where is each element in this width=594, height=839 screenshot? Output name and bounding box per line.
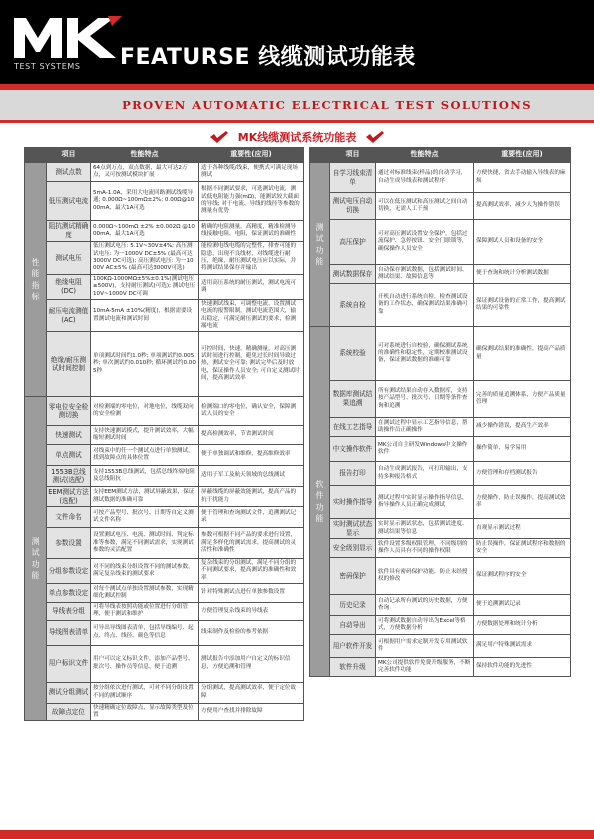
importance-cell: 提高检测效率，节省测试时间 — [199, 426, 304, 445]
importance-cell: 便于查询和统计分析测试数据 — [474, 265, 571, 284]
left-feature-table — [24, 147, 303, 721]
importance-cell: 满足用户特殊测试需求 — [474, 635, 571, 658]
subtitle-text: MK线缆测试系统功能表 — [237, 130, 357, 144]
banner-text: PROVEN AUTOMATIC ELECTRICAL TEST SOLUTIONS — [122, 98, 532, 112]
spec-cell: 实时显示测试状态，包括测试进度、测试结果等信息 — [376, 519, 474, 539]
item-cell: 系统校验 — [330, 327, 376, 381]
importance-cell: 便于管理和查询测试文件，追溯测试记录 — [199, 507, 304, 528]
header-item: 项目 — [47, 148, 91, 163]
table-row — [25, 242, 304, 275]
item-cell: 故障点定位 — [47, 703, 91, 721]
spec-cell: 软件具有密码保护功能，防止未经授权的修改 — [376, 558, 474, 595]
importance-cell: 适用高压系统的耐压测试，测试电流可调 — [199, 275, 304, 300]
mk-logo-mark — [12, 14, 124, 60]
table-row — [310, 486, 571, 519]
table-row — [25, 397, 304, 426]
spec-cell: 0.000Ω~100mΩ ±2% ±0.002Ω @1000mA，最大1A可选 — [91, 221, 199, 242]
spec-cell: 所有测试结果自动存入数据库，支持按产品型号、批次号、日期等条件查询和追溯 — [376, 381, 474, 418]
item-cell: 绝缘/耐压测试时间控制 — [47, 332, 91, 397]
spec-cell: 可对高压测试设置安全保护，包括过流保护、急停按钮、安全门联锁等，确保操作人员安全 — [376, 220, 474, 265]
spec-cell: 对每个测试点单独设置测试参数，实现精细化测试控制 — [91, 583, 199, 602]
item-cell: 系统自检 — [330, 284, 376, 327]
spec-cell: 测试过程中实时显示操作指导信息，指导操作人员正确完成测试 — [376, 486, 474, 519]
spec-cell: 5mA-1.0A，采用大电流回路测试线缆导通; 0.000Ω~100mΩ±2%; 0.00Ω@1000mA，最大1A可选 — [91, 182, 199, 221]
item-cell: 零电位安全检测切换 — [47, 397, 91, 426]
importance-cell: 根据不同测试要求，可选测试电流，测试低电阻能力强(mΩ)，能测试较大截面的导线; 对于电流、导线的线径等参数的测量有优势 — [199, 182, 304, 221]
spec-cell: 支持EEM测试方法，测试屏蔽效果，保证测试数据的准确可靠 — [91, 487, 199, 507]
spec-cell: 10mA-5mA ±10%(精度)，根据需要设置测试电流和测试时间 — [91, 300, 199, 332]
importance-cell: 便于单独调试和维修，提高维修效率 — [199, 445, 304, 466]
importance-cell: 适用于军工及航天领域的总线测试 — [199, 466, 304, 487]
item-cell: 导线表分组 — [47, 602, 91, 620]
importance-cell: 减少操作错误，提高生产效率 — [474, 418, 571, 437]
importance-cell: 针对特殊测试点进行单独参数设置 — [199, 583, 304, 602]
item-cell: 测试电压 — [47, 242, 91, 275]
category-cell: 性 能 指 标 — [25, 163, 47, 397]
checkmark-icon — [209, 130, 229, 144]
spec-cell: 自动生成测试报告，可打印输出，支持多种报告格式 — [376, 462, 474, 486]
importance-cell: 屏蔽线缆的屏蔽效能测试，提高产品的抗干扰能力 — [199, 487, 304, 507]
table-row — [25, 332, 304, 397]
item-cell: 文件命名 — [47, 507, 91, 528]
table-row — [310, 381, 571, 418]
table-row — [25, 300, 304, 332]
table-row — [310, 519, 571, 539]
spec-cell: 按分组依次进行测试，可对不同分组设置不同的测试顺序 — [91, 682, 199, 703]
importance-cell: 精确的电阻测量，高精度，精准检测导线接触电阻，电阻，保证测试的准确性 — [199, 221, 304, 242]
item-cell: 单点参数设定 — [47, 583, 91, 602]
item-cell: 绝缘电阻(DC) — [47, 275, 91, 300]
item-cell: 用户标识文件 — [47, 645, 91, 682]
importance-cell: 完善的质量追溯体系，方便产品质量管理 — [474, 381, 571, 418]
table-row — [310, 220, 571, 265]
importance-cell: 能检测电线电缆的完整性，排查可能的隐患，出现不良线材，对线缆进行耐压，绝缘，耐压测试电压应以实际，并将测试结果保存并输出 — [199, 242, 304, 275]
spec-cell: 用户可以定义标识文件，添加产品型号、批次号、操作员等信息，便于追溯 — [91, 645, 199, 682]
table-row — [310, 163, 571, 193]
importance-cell: 便于追溯测试记录 — [474, 595, 571, 616]
table-row — [25, 426, 304, 445]
checkmark-icon — [365, 130, 385, 144]
table-row — [310, 193, 571, 220]
importance-cell: 直观显示测试过程 — [474, 519, 571, 539]
importance-cell: 方便用户查找并排除故障 — [199, 703, 304, 721]
item-cell: 快速测试 — [47, 426, 91, 445]
item-cell: 自学习线束清单 — [330, 163, 376, 193]
importance-cell: 适于各种线缆/线束，便携式可满足现场测试 — [199, 163, 304, 182]
table-row — [310, 558, 571, 595]
header-importance: 重要性(应用) — [474, 148, 571, 163]
importance-cell: 方便操作，防止误操作，提高测试效率 — [474, 486, 571, 519]
header-spec: 性能特点 — [376, 148, 474, 163]
subtitle-row — [0, 126, 594, 144]
table-row — [310, 658, 571, 677]
footer-red-bar — [0, 830, 594, 839]
table-row — [25, 559, 304, 584]
item-cell: 测试点数 — [47, 163, 91, 182]
item-cell: 分组参数设定 — [47, 559, 91, 584]
table-row — [25, 221, 304, 242]
spec-cell: 在测试过程中显示工艺指导信息，帮助操作员正确操作 — [376, 418, 474, 437]
table-row — [25, 445, 304, 466]
spec-cell: 可根据用户需求定制开发专用测试软件 — [376, 635, 474, 658]
spec-cell: 支持快速测试模式，提升测试效率，大幅缩短测试时间 — [91, 426, 199, 445]
item-cell: 低压测试电流 — [47, 182, 91, 221]
item-cell: 数据库测试结果追溯 — [330, 381, 376, 418]
table-row — [25, 466, 304, 487]
spec-cell: 可对系统进行自校验，确保测试系统的准确性和稳定性，定期校准测试设备，保证测试数据的准确可靠 — [376, 327, 474, 381]
importance-cell: 操作简单，易学易用 — [474, 437, 571, 462]
spec-cell: 对线束中的任一个测试点进行单独测试，找到故障点的具体位置 — [91, 445, 199, 466]
spec-cell: 支持1553B总线测试，包括总线终端电阻及总线阻抗 — [91, 466, 199, 487]
category-cell: 测 试 功 能 — [25, 397, 47, 721]
table-row — [310, 284, 571, 327]
importance-cell: 确保测试结果的准确性，提高产品质量 — [474, 327, 571, 381]
spec-cell: 可将导线表按照功能或位置进行分组管理，便于测试和维护 — [91, 602, 199, 620]
spec-cell: 开机自动进行系统自检，检查测试设备的工作状态，确保测试结果准确可靠 — [376, 284, 474, 327]
mk-logo — [12, 14, 124, 80]
item-cell: 安全级别显示 — [330, 539, 376, 558]
importance-cell: 方便管理复杂线束的导线表 — [199, 602, 304, 620]
importance-cell: 方便快捷，省去手动输入导线表的麻烦 — [474, 163, 571, 193]
table-row — [25, 620, 304, 645]
spec-cell: 可以在低压测试和高压测试之间自动切换，无需人工干预 — [376, 193, 474, 220]
table-header-row — [25, 148, 304, 163]
table-row — [310, 616, 571, 635]
table-row — [310, 265, 571, 284]
importance-cell: 线束制作及检验的参考依据 — [199, 620, 304, 645]
item-cell: 自动导出 — [330, 616, 376, 635]
spec-cell: MK公司自主研发Windows中文操作软件 — [376, 437, 474, 462]
spec-cell: 软件设置多级权限管理，不同级别的操作人员具有不同的操作权限 — [376, 539, 474, 558]
item-cell: 在线工艺指导 — [330, 418, 376, 437]
item-cell: 测试分组测试 — [47, 682, 91, 703]
table-row — [25, 163, 304, 182]
spec-cell: 可导出导线图表清单，包括导线编号、起点、终点、线径、颜色等信息 — [91, 620, 199, 645]
table-row — [25, 507, 304, 528]
item-cell: 报告打印 — [330, 462, 376, 486]
logo-subtext: TEST SYSTEMS — [14, 62, 81, 71]
item-cell: 用户软件开发 — [330, 635, 376, 658]
table-row — [25, 682, 304, 703]
spec-cell: 对检测端的零电位，对地电位，线缆双向的安全检测 — [91, 397, 199, 426]
item-cell: 软件升级 — [330, 658, 376, 677]
table-row — [25, 182, 304, 221]
item-cell: EEM测试方法(选配) — [47, 487, 91, 507]
table-row — [310, 462, 571, 486]
importance-cell: 防止误操作，保证测试程序和数据的安全 — [474, 539, 571, 558]
item-cell: 高压保护 — [330, 220, 376, 265]
importance-cell: 保证测试程序的安全 — [474, 558, 571, 595]
spec-cell: MK公司提供软件免费升级服务，不断完善软件功能 — [376, 658, 474, 677]
spec-cell: 通过对标准线束(样品)的自动学习，自动生成导线表和测试程序 — [376, 163, 474, 193]
table-row — [25, 487, 304, 507]
item-cell: 历史记录 — [330, 595, 376, 616]
spec-cell: 低压测试电压: 5.1V~30V±4%; 高压测试电压: 为一1000V DC±5% (最高可达3000V DC可选); 高压测试电压: 为一1000V AC±5% (最高可达3000V可选) — [91, 242, 199, 275]
spec-cell: 可按产品型号、批次号、日期等自定义测试文件名称 — [91, 507, 199, 528]
item-cell: 单点测试 — [47, 445, 91, 466]
header-importance: 重要性(应用) — [199, 148, 304, 163]
importance-cell: 保障测试人员和设备的安全 — [474, 220, 571, 265]
category-cell: 测 试 功 能 — [310, 163, 330, 327]
item-cell: 密码保护 — [330, 558, 376, 595]
header-spec: 性能特点 — [91, 148, 199, 163]
spec-cell: 对不同的线束分组设置不同的测试参数，满足复杂线束的测试要求 — [91, 559, 199, 584]
spec-cell: 可将测试数据自动导出为Excel等格式，方便数据分析 — [376, 616, 474, 635]
page-header — [0, 0, 594, 90]
table-header-row — [310, 148, 571, 163]
banner-red-line — [0, 120, 594, 123]
table-row — [310, 595, 571, 616]
item-cell: 测试电压自动切换 — [330, 193, 376, 220]
item-cell: 耐压电流测值(AC) — [47, 300, 91, 332]
importance-cell: 保持软件功能的先进性 — [474, 658, 571, 677]
page-title: FEATURSE 线缆测试功能表 — [120, 45, 416, 70]
table-row — [25, 275, 304, 300]
table-row — [25, 583, 304, 602]
table-row — [310, 635, 571, 658]
importance-cell: 测试报告中添加用户自定义的标识信息，方便追溯和管理 — [199, 645, 304, 682]
importance-cell: 可控时间，快速，精确测量，对高压测试时间进行控制，避免过长时间导致过热，测试安全可靠; 测试完毕后及时放电，保证操作人员安全; 可自定义测试时间，提高测试效率 — [199, 332, 304, 397]
table-row — [310, 437, 571, 462]
table-row — [25, 645, 304, 682]
header-item: 项目 — [330, 148, 376, 163]
importance-cell: 参数可根据不同产品的要求进行设置，满足多样化的测试需求，提高测试的灵活性和准确性 — [199, 528, 304, 559]
item-cell: 实时测试状态显示 — [330, 519, 376, 539]
category-cell: 软 件 功 能 — [310, 327, 330, 677]
item-cell: 1553B总线测试(选配) — [47, 466, 91, 487]
importance-cell: 方便管理和存档测试报告 — [474, 462, 571, 486]
table-row — [25, 703, 304, 721]
item-cell: 参数设置 — [47, 528, 91, 559]
spec-cell: 64点到万点，双点数据，最大可达2万点，又可按测试模块扩展 — [91, 163, 199, 182]
importance-cell: 复杂线束的分组测试，满足不同分组的不同测试要求，提高测试的准确性和效率 — [199, 559, 304, 584]
spec-cell: 快速精确定位故障点，显示故障类型及位置 — [91, 703, 199, 721]
table-row — [310, 418, 571, 437]
spec-cell: 设置测试电压、电流、测试时间、判定标准等参数，满足不同测试需求，实现测试参数的灵活配置 — [91, 528, 199, 559]
table-row — [25, 602, 304, 620]
item-cell: 实时操作指导 — [330, 486, 376, 519]
importance-cell: 保证测试设备的正常工作，提高测试结果的可靠性 — [474, 284, 571, 327]
importance-cell: 快速测试线束，可调整电流，设置测试电流的报警限制，测试电流范围大，输出稳定，可满足耐压测试的要求，检测漏电流 — [199, 300, 304, 332]
spec-cell: 自动记录所有测试的历史数据，方便查询 — [376, 595, 474, 616]
header-category — [310, 148, 330, 163]
spec-cell: 单项测试时间约1.0秒; 单项测试约0.005秒; 单次测试约0.010秒; 循环测试约0.005秒 — [91, 332, 199, 397]
importance-cell: 分组测试，提高测试效率，便于定位故障 — [199, 682, 304, 703]
header-category — [25, 148, 47, 163]
item-cell: 阻抗测试精确度 — [47, 221, 91, 242]
table-row — [25, 528, 304, 559]
item-cell: 中文操作软件 — [330, 437, 376, 462]
importance-cell: 方便数据处理和统计分析 — [474, 616, 571, 635]
table-row — [310, 327, 571, 381]
item-cell: 导线图表清单 — [47, 620, 91, 645]
importance-cell: 提高测试效率，减少人为操作错误 — [474, 193, 571, 220]
spec-cell: 100KΩ-1000MΩ±5%±0.1%(测试电压≥500V)，支持耐压测试(可选); 测试电压10V~1000V DC可调 — [91, 275, 199, 300]
table-row — [310, 539, 571, 558]
item-cell: 测试数据保存 — [330, 265, 376, 284]
right-feature-table — [309, 147, 570, 677]
importance-cell: 检测端口的零电位，确认安全，保障测试人员的安全 — [199, 397, 304, 426]
spec-cell: 自动保存测试数据，包括测试时间、测试结果、故障信息等 — [376, 265, 474, 284]
